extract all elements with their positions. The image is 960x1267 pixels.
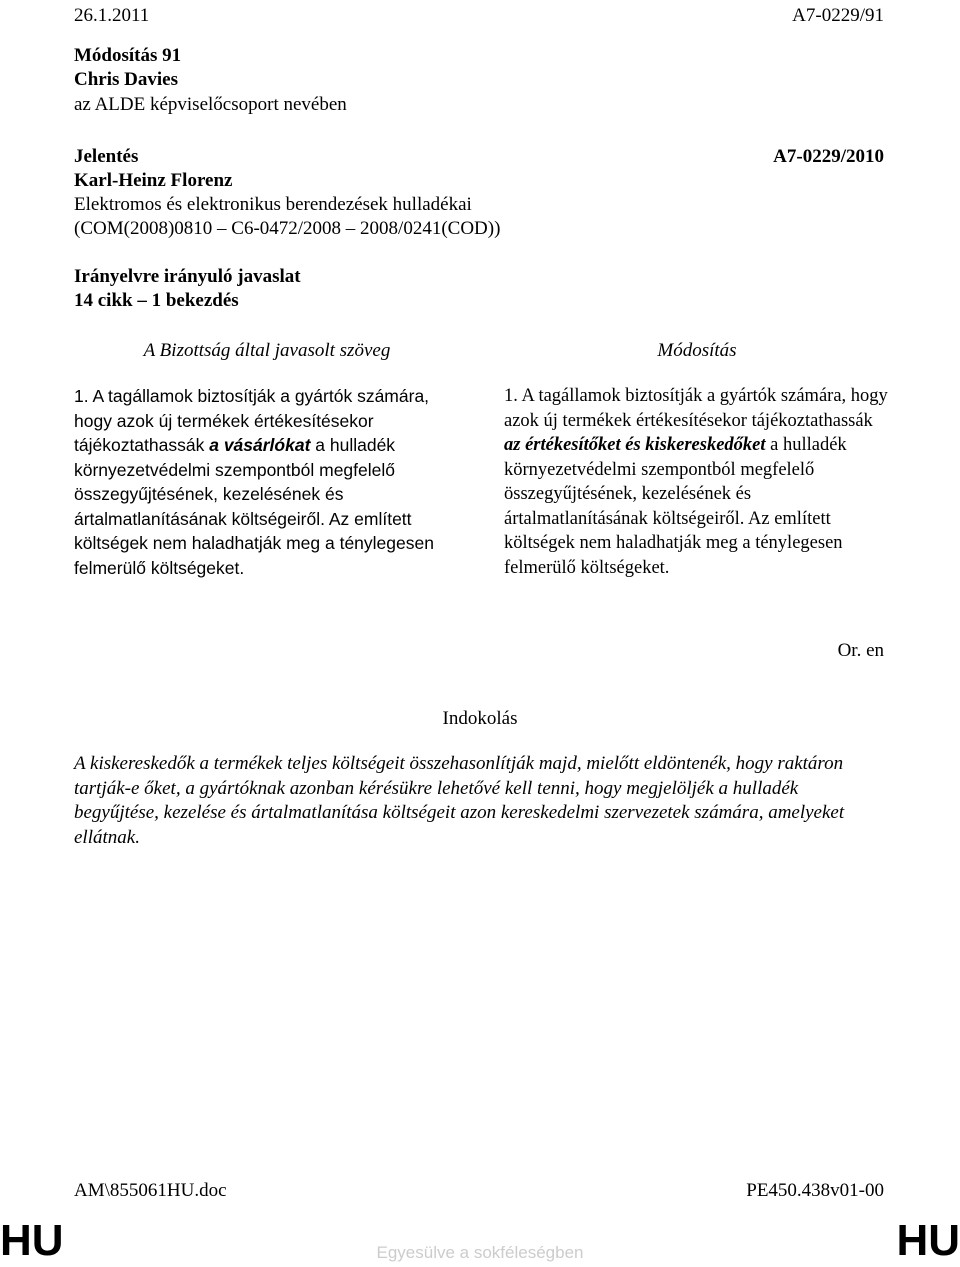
proposal-type: Irányelvre irányuló javaslat <box>74 266 301 287</box>
justification-heading: Indokolás <box>442 708 518 729</box>
amendment-text-highlight: az értékesítőket és kiskereskedőket <box>504 435 766 455</box>
amendment-group: az ALDE képviselőcsoport nevében <box>74 94 347 115</box>
commission-text <box>74 384 466 580</box>
report-label: Jelentés <box>74 146 139 167</box>
report-subject: Elektromos és elektronikus berendezések hulladékai <box>74 194 472 215</box>
amendment-author: Chris Davies <box>74 69 178 90</box>
pe-number: PE450.438v01-00 <box>746 1180 884 1201</box>
justification-text: A kiskereskedők a termékek teljes költségeit összehasonlítják majd, mielőtt eldöntenék, hogy raktáron tartják-e őket, a gyártóknak azonban kérésükre lehetővé kell tenni, hogy megjelöljék a hulladék begyűjtése, kezelése és ártalmatlanítása költségeit azon kereskedelmi szervezetek számára, amelyeket ellátnak. <box>74 753 845 848</box>
eu-motto: Egyesülve a sokféleségben <box>376 1243 584 1262</box>
language-code-left: HU <box>0 1216 64 1265</box>
amendment-title: Módosítás 91 <box>74 45 182 66</box>
document-date: 26.1.2011 <box>74 5 150 26</box>
commission-text-pre: 1. A tagállamok biztosítják a gyártók számára, hogy azok új termékek értékesítésekor tájékoztathassák <box>74 386 430 455</box>
amendment-text <box>504 384 890 580</box>
original-language-note: Or. en <box>837 640 884 661</box>
rapporteur: Karl-Heinz Florenz <box>74 170 233 191</box>
report-reference: A7-0229/2010 <box>773 146 884 167</box>
commission-text-post: a hulladék környezetvédelmi szempontból megfelelő összegyűjtésének, kezelésének és ártalmatlanításának költségeiről. Az említett költségek nem haladhatják meg a ténylegesen felmerülő költségeket. <box>74 435 434 578</box>
proposal-article: 14 cikk – 1 bekezdés <box>74 290 239 311</box>
commission-text-highlight: a vásárlókat <box>209 435 311 455</box>
language-code-right: HU <box>896 1216 960 1265</box>
commission-text-heading: A Bizottság által javasolt szöveg <box>143 340 391 361</box>
procedure-codes: (COM(2008)0810 – C6-0472/2008 – 2008/0241(COD)) <box>74 218 501 239</box>
amendment-text-pre: 1. A tagállamok biztosítják a gyártók számára, hogy azok új termékek értékesítésekor tájékoztathassák <box>504 386 888 431</box>
document-reference: A7-0229/91 <box>792 5 884 26</box>
amendment-text-post: a hulladék környezetvédelmi szempontból megfelelő összegyűjtésének, kezelésének és ártalmatlanításának költségeiről. Az említett költségek nem haladhatják meg a ténylegesen felmerülő költségeket. <box>504 435 847 578</box>
document-filename: AM\855061HU.doc <box>74 1180 227 1201</box>
amendment-text-heading: Módosítás <box>657 340 737 361</box>
